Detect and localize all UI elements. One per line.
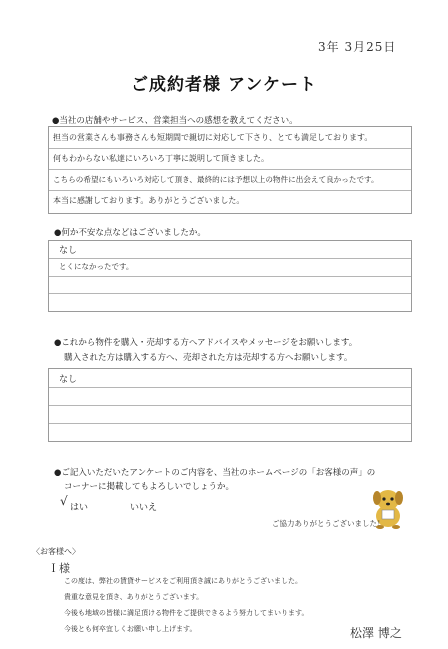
- signature: 松澤 博之: [350, 626, 402, 640]
- answer-line: なし: [59, 246, 78, 256]
- thanks-message: ご協力ありがとうございました！: [272, 519, 385, 528]
- reply-line: 今後とも何卒宜しくお願い申し上げます。: [64, 625, 197, 633]
- answer-line: 何もわからない私達にいろいろ丁寧に説明して頂きました。: [53, 154, 269, 163]
- question-1-label: ●当社の店舗やサービス、営業担当への感想を教えてください。: [52, 116, 298, 126]
- option-yes[interactable]: はい: [70, 503, 89, 513]
- page-title: ご成約者様 アンケート: [131, 75, 317, 95]
- question-3-sublabel: 購入された方は購入する方へ、売却された方は売却する方へお願いします。: [64, 353, 353, 363]
- question-4-label: ●ご記入いただいたアンケートのご内容を、当社のホームページの「お客様の声」の: [54, 468, 376, 478]
- checkmark-yes: √: [60, 494, 68, 508]
- customer-salutation: Ｉ様: [48, 562, 70, 575]
- answer-line: とくになかったです。: [59, 262, 134, 271]
- reply-line: 今後も地域の皆様に満足頂ける物件をご提供できるよう努力してまいります。: [64, 609, 309, 617]
- customer-reply-heading: 〈お客様へ〉: [32, 547, 80, 556]
- question-2-label: ●何か不安な点などはございましたか。: [54, 228, 206, 238]
- reply-line: 貴重な意見を頂き、ありがとうございます。: [64, 593, 204, 601]
- answer-line: こちらの希望にもいろいろ対応して頂き、最終的には予想以上の物件に出会えて良かったです。: [53, 175, 379, 184]
- question-4-label-continued: コーナーに掲載してもよろしいでしょうか。: [64, 482, 235, 492]
- answer-line: 本当に感謝しております。ありがとうございました。: [53, 196, 245, 205]
- question-3-answer-box: [48, 368, 412, 442]
- reply-line: この度は、弊社の賃貸サービスをご利用頂き誠にありがとうございました。: [64, 577, 302, 585]
- option-no[interactable]: いいえ: [130, 503, 158, 513]
- question-2-answer-box: [48, 240, 412, 312]
- answer-line: 担当の営業さんも事務さんも短期間で親切に対応して下さり、とても満足しております。: [53, 133, 373, 142]
- question-3-label: ●これから物件を購入・売却する方へアドバイスやメッセージをお願いします。: [54, 338, 358, 348]
- survey-date: 3年 3月25日: [318, 40, 397, 54]
- answer-line: なし: [59, 375, 78, 385]
- question-1-answer-box: [48, 126, 412, 214]
